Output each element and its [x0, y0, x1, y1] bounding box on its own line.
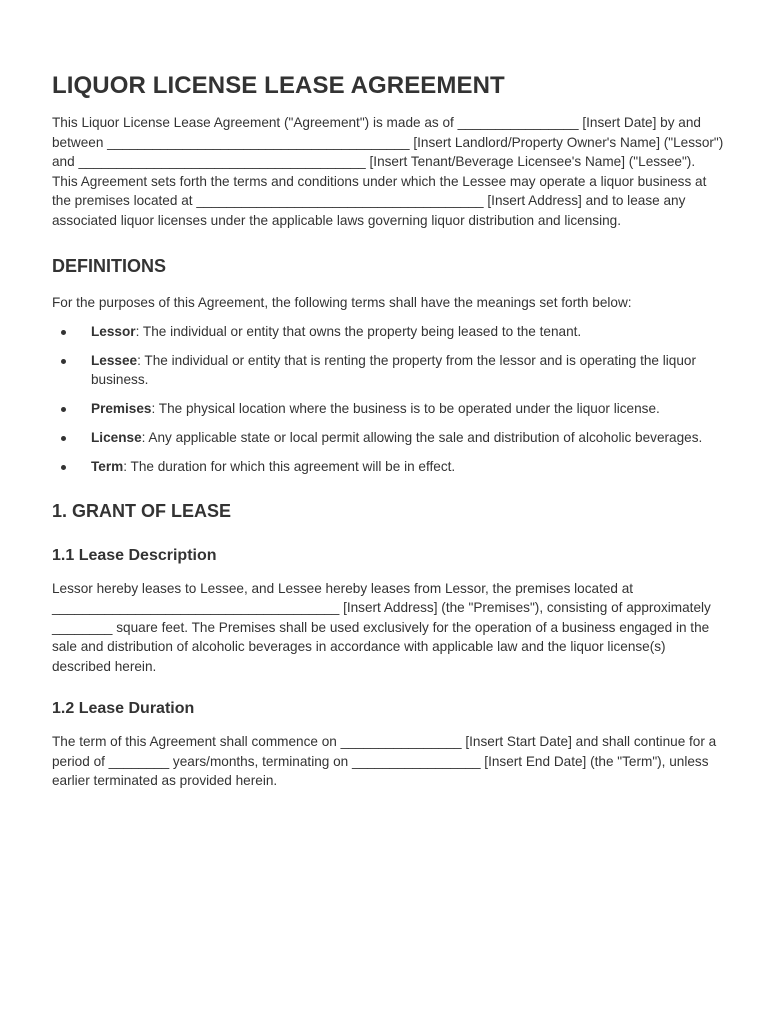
- lease-description-heading: 1.1 Lease Description: [52, 546, 217, 564]
- grant-of-lease-heading: 1. GRANT OF LEASE: [52, 500, 232, 521]
- definition-text: : The physical location where the business is to be operated under the liquor license.: [151, 401, 660, 416]
- definition-text: : Any applicable state or local permit allowing the sale and distribution of alcoholic beverages.: [141, 430, 703, 445]
- definition-term: Lessor: [91, 323, 136, 339]
- lease-duration-text: The term of this Agreement shall commence on ________________ [Insert Start Date] and shall continue for a period of ________ years/months, terminating on _________________ [Insert End Date] (the "Term"), unless earlier terminated as provided herein.: [52, 734, 717, 788]
- definition-term: Lessee: [91, 352, 138, 368]
- definition-item-lessee: [52, 351, 724, 390]
- definition-item-lessor: [52, 322, 724, 342]
- definitions-list: [52, 322, 724, 477]
- definition-item-license: [52, 428, 724, 448]
- document-title: LIQUOR LICENSE LEASE AGREEMENT: [52, 72, 505, 99]
- definition-text: : The duration for which this agreement will be in effect.: [123, 459, 456, 474]
- bullet-icon: [61, 407, 66, 412]
- definition-item-premises: [52, 399, 724, 419]
- definitions-intro: For the purposes of this Agreement, the following terms shall have the meanings set forth below:: [52, 295, 632, 310]
- definition-text: : The individual or entity that owns the property being leased to the tenant.: [135, 323, 582, 339]
- lease-description-text: Lessor hereby leases to Lessee, and Lessee hereby leases from Lessor, the premises located at ______________________________________ [Insert Address] (the "Premises"), consisting of approximately ________ square feet. The Premises shall be used exclusively for the operation of a business engaged in the sale and distribution of alcoholic beverages in accordance with applicable law and the liquor license(s) described herein.: [52, 580, 711, 674]
- definition-term: License: [91, 430, 142, 445]
- intro-paragraph: This Liquor License Lease Agreement ("Agreement") is made as of ________________ [Insert Date] by and between ________________________________________ [Insert Landlord/Property Owner's Name] ("Lessor") and ______________________________________ [Insert Tenant/Beverage Licensee's Name] ("Lessee"). This Agreement sets forth the terms and conditions under which the Lessee may operate a liquor business at the premises located at ______________________________________ [Insert Address] and to lease any associated liquor licenses under the applicable laws governing liquor distribution and licensing.: [52, 115, 724, 228]
- bullet-icon: [61, 359, 66, 364]
- definition-text: : The individual or entity that is renting the property from the lessor and is operating the liquor business.: [91, 352, 697, 387]
- definition-term: Term: [91, 459, 124, 474]
- bullet-icon: [61, 465, 66, 470]
- bullet-icon: [61, 436, 66, 441]
- definition-term: Premises: [91, 401, 152, 416]
- lease-duration-heading: 1.2 Lease Duration: [52, 700, 195, 717]
- definition-item-term: [52, 457, 724, 477]
- definitions-heading: DEFINITIONS: [52, 256, 167, 276]
- bullet-icon: [61, 330, 66, 335]
